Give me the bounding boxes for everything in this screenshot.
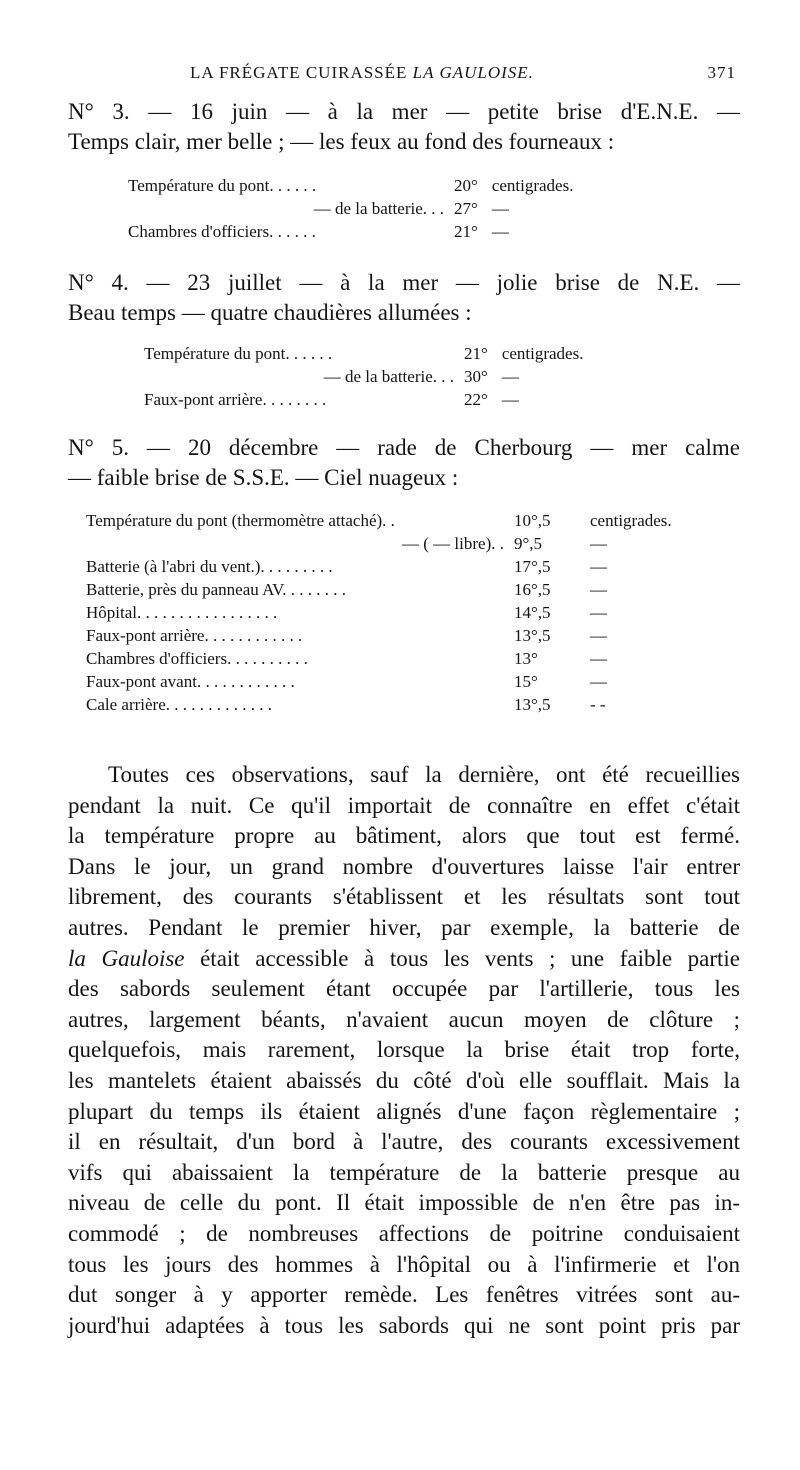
- body-line: pendant la nuit. Ce qu'il importait de connaître en effet c'était: [68, 792, 740, 818]
- body-line: jourd'hui adaptées à tous les sabords qui ne sont point pris par: [68, 1312, 740, 1338]
- body-line: librement, des courants s'établissent et les résultats sont tout: [68, 884, 740, 910]
- body-line: tous les jours des hommes à l'hôpital ou à l'infirmerie et l'on: [68, 1251, 740, 1277]
- table-row: [128, 222, 573, 245]
- running-title: [190, 63, 534, 83]
- body-line: plupart du temps ils étaient alignés d'une façon règlementaire ;: [68, 1098, 740, 1124]
- body-line: autres, largement béants, n'avaient aucun moyen de clôture ;: [68, 1006, 740, 1032]
- row-unit: - -: [590, 695, 606, 714]
- row-unit: —: [590, 534, 607, 553]
- observation-4-table: [144, 344, 583, 413]
- row-unit: —: [491, 199, 509, 218]
- observation-line: N° 5. — 20 décembre — rade de Cherbourg — mer calme: [68, 435, 740, 460]
- row-unit: centigrades.: [501, 344, 584, 363]
- row-value: 21°: [454, 222, 478, 241]
- table-row: [144, 390, 583, 413]
- observation-line: N° 4. — 23 juillet — à la mer — jolie brise de N.E. —: [68, 270, 740, 295]
- body-line: commodé ; de nombreuses affections de poitrine conduisaient: [68, 1220, 740, 1246]
- row-unit: centigrades.: [491, 176, 574, 195]
- row-unit: —: [501, 390, 519, 409]
- body-line: il en résultait, d'un bord à l'autre, des courants excessivement: [68, 1129, 740, 1155]
- observation-line: Beau temps — quatre chaudières allumées :: [68, 299, 472, 325]
- table-row: [128, 176, 573, 199]
- row-label: Température du pont. . . . . .: [144, 344, 333, 363]
- running-title-text: LA FRÉGATE CUIRASSÉE: [190, 63, 413, 82]
- row-label: Faux-pont arrière. . . . . . . .: [144, 390, 327, 409]
- row-label: Température du pont (thermomètre attaché). .: [86, 511, 395, 530]
- row-value: 27°: [454, 199, 478, 218]
- body-line: vifs qui abaissaient la température de la batterie presque au: [68, 1159, 740, 1185]
- row-unit: —: [590, 626, 607, 645]
- row-label: Chambres d'officiers. . . . . .: [128, 222, 316, 241]
- row-value: 13°,5: [514, 626, 551, 645]
- table-row: [86, 626, 672, 649]
- row-value: 13°,5: [514, 695, 551, 714]
- ship-name: la Gauloise: [68, 945, 185, 971]
- row-label: Chambres d'officiers. . . . . . . . . .: [86, 649, 308, 668]
- row-value: 22°: [464, 390, 488, 409]
- row-value: 10°,5: [514, 511, 551, 530]
- body-line: Toutes ces observations, sauf la dernière, ont été recueillies: [108, 762, 740, 787]
- row-value: 16°,5: [514, 580, 551, 599]
- row-unit: centigrades.: [590, 511, 672, 530]
- row-value: 14°,5: [514, 603, 551, 622]
- table-row: [144, 344, 583, 367]
- observation-5-heading: [68, 433, 740, 492]
- running-header: [190, 63, 736, 87]
- row-unit: —: [590, 580, 607, 599]
- row-label: Faux-pont avant. . . . . . . . . . . .: [86, 672, 295, 691]
- row-value: 21°: [464, 344, 488, 363]
- body-line: les mantelets étaient abaissés du côté d'où elle soufflait. Mais la: [68, 1067, 740, 1093]
- body-line: dut songer à y apporter remède. Les fenêtres vitrées sont au-: [68, 1282, 740, 1308]
- body-line: Dans le jour, un grand nombre d'ouvertures laisse l'air entrer: [68, 853, 740, 879]
- body-line: [68, 944, 740, 975]
- table-row: [86, 534, 672, 557]
- row-label: — de la batterie. . .: [313, 199, 444, 218]
- observation-line: N° 3. — 16 juin — à la mer — petite brise d'E.N.E. —: [68, 99, 740, 124]
- body-line: la température propre au bâtiment, alors que tout est fermé.: [68, 823, 740, 849]
- row-unit: —: [501, 367, 519, 386]
- body-line-text: était accessible à tous les vents ; une faible partie: [200, 945, 740, 971]
- observation-5-table: [86, 511, 672, 718]
- body-line: niveau de celle du pont. Il était impossible de n'en être pas in-: [68, 1190, 740, 1216]
- body-line: quelquefois, mais rarement, lorsque la brise était trop forte,: [68, 1037, 740, 1063]
- table-row: [144, 367, 583, 390]
- row-unit: —: [590, 557, 607, 576]
- row-label: Faux-pont arrière. . . . . . . . . . . .: [86, 626, 303, 645]
- observation-line: — faible brise de S.S.E. — Ciel nuageux :: [68, 464, 459, 490]
- row-label: Température du pont. . . . . .: [128, 176, 317, 195]
- row-unit: —: [590, 649, 607, 668]
- body-paragraph: [68, 760, 740, 1341]
- row-value: 13°: [514, 649, 538, 668]
- table-row: [86, 580, 672, 603]
- row-unit: —: [590, 603, 607, 622]
- row-unit: —: [491, 222, 509, 241]
- observation-line: Temps clair, mer belle ; — les feux au fond des fourneaux :: [68, 128, 615, 154]
- row-label: Batterie, près du panneau AV. . . . . . . .: [86, 580, 346, 599]
- row-value: 9°,5: [514, 534, 543, 553]
- table-row: [86, 695, 672, 718]
- observation-3-heading: [68, 97, 740, 156]
- observation-4-heading: [68, 268, 740, 327]
- row-label: — de la batterie. . .: [323, 367, 454, 386]
- row-label: Batterie (à l'abri du vent.). . . . . . . . .: [86, 557, 333, 576]
- row-value: 15°: [514, 672, 538, 691]
- row-label: Cale arrière. . . . . . . . . . . . .: [86, 695, 272, 714]
- body-line: des sabords seulement étant occupée par l'artillerie, tous les: [68, 976, 740, 1002]
- body-line: autres. Pendant le premier hiver, par exemple, la batterie de: [68, 914, 740, 940]
- page-number: 371: [707, 63, 736, 82]
- table-row: [86, 511, 672, 534]
- table-row: [128, 199, 573, 222]
- table-row: [86, 603, 672, 626]
- row-unit: —: [590, 672, 607, 691]
- running-title-ship: LA GAULOISE.: [412, 63, 534, 82]
- row-value: 20°: [454, 176, 478, 195]
- row-label: — ( — libre). .: [402, 534, 504, 553]
- row-value: 30°: [464, 367, 488, 386]
- table-row: [86, 649, 672, 672]
- table-row: [86, 672, 672, 695]
- row-label: Hôpital. . . . . . . . . . . . . . . . .: [86, 603, 278, 622]
- row-value: 17°,5: [514, 557, 551, 576]
- observation-3-table: [128, 176, 573, 245]
- table-row: [86, 557, 672, 580]
